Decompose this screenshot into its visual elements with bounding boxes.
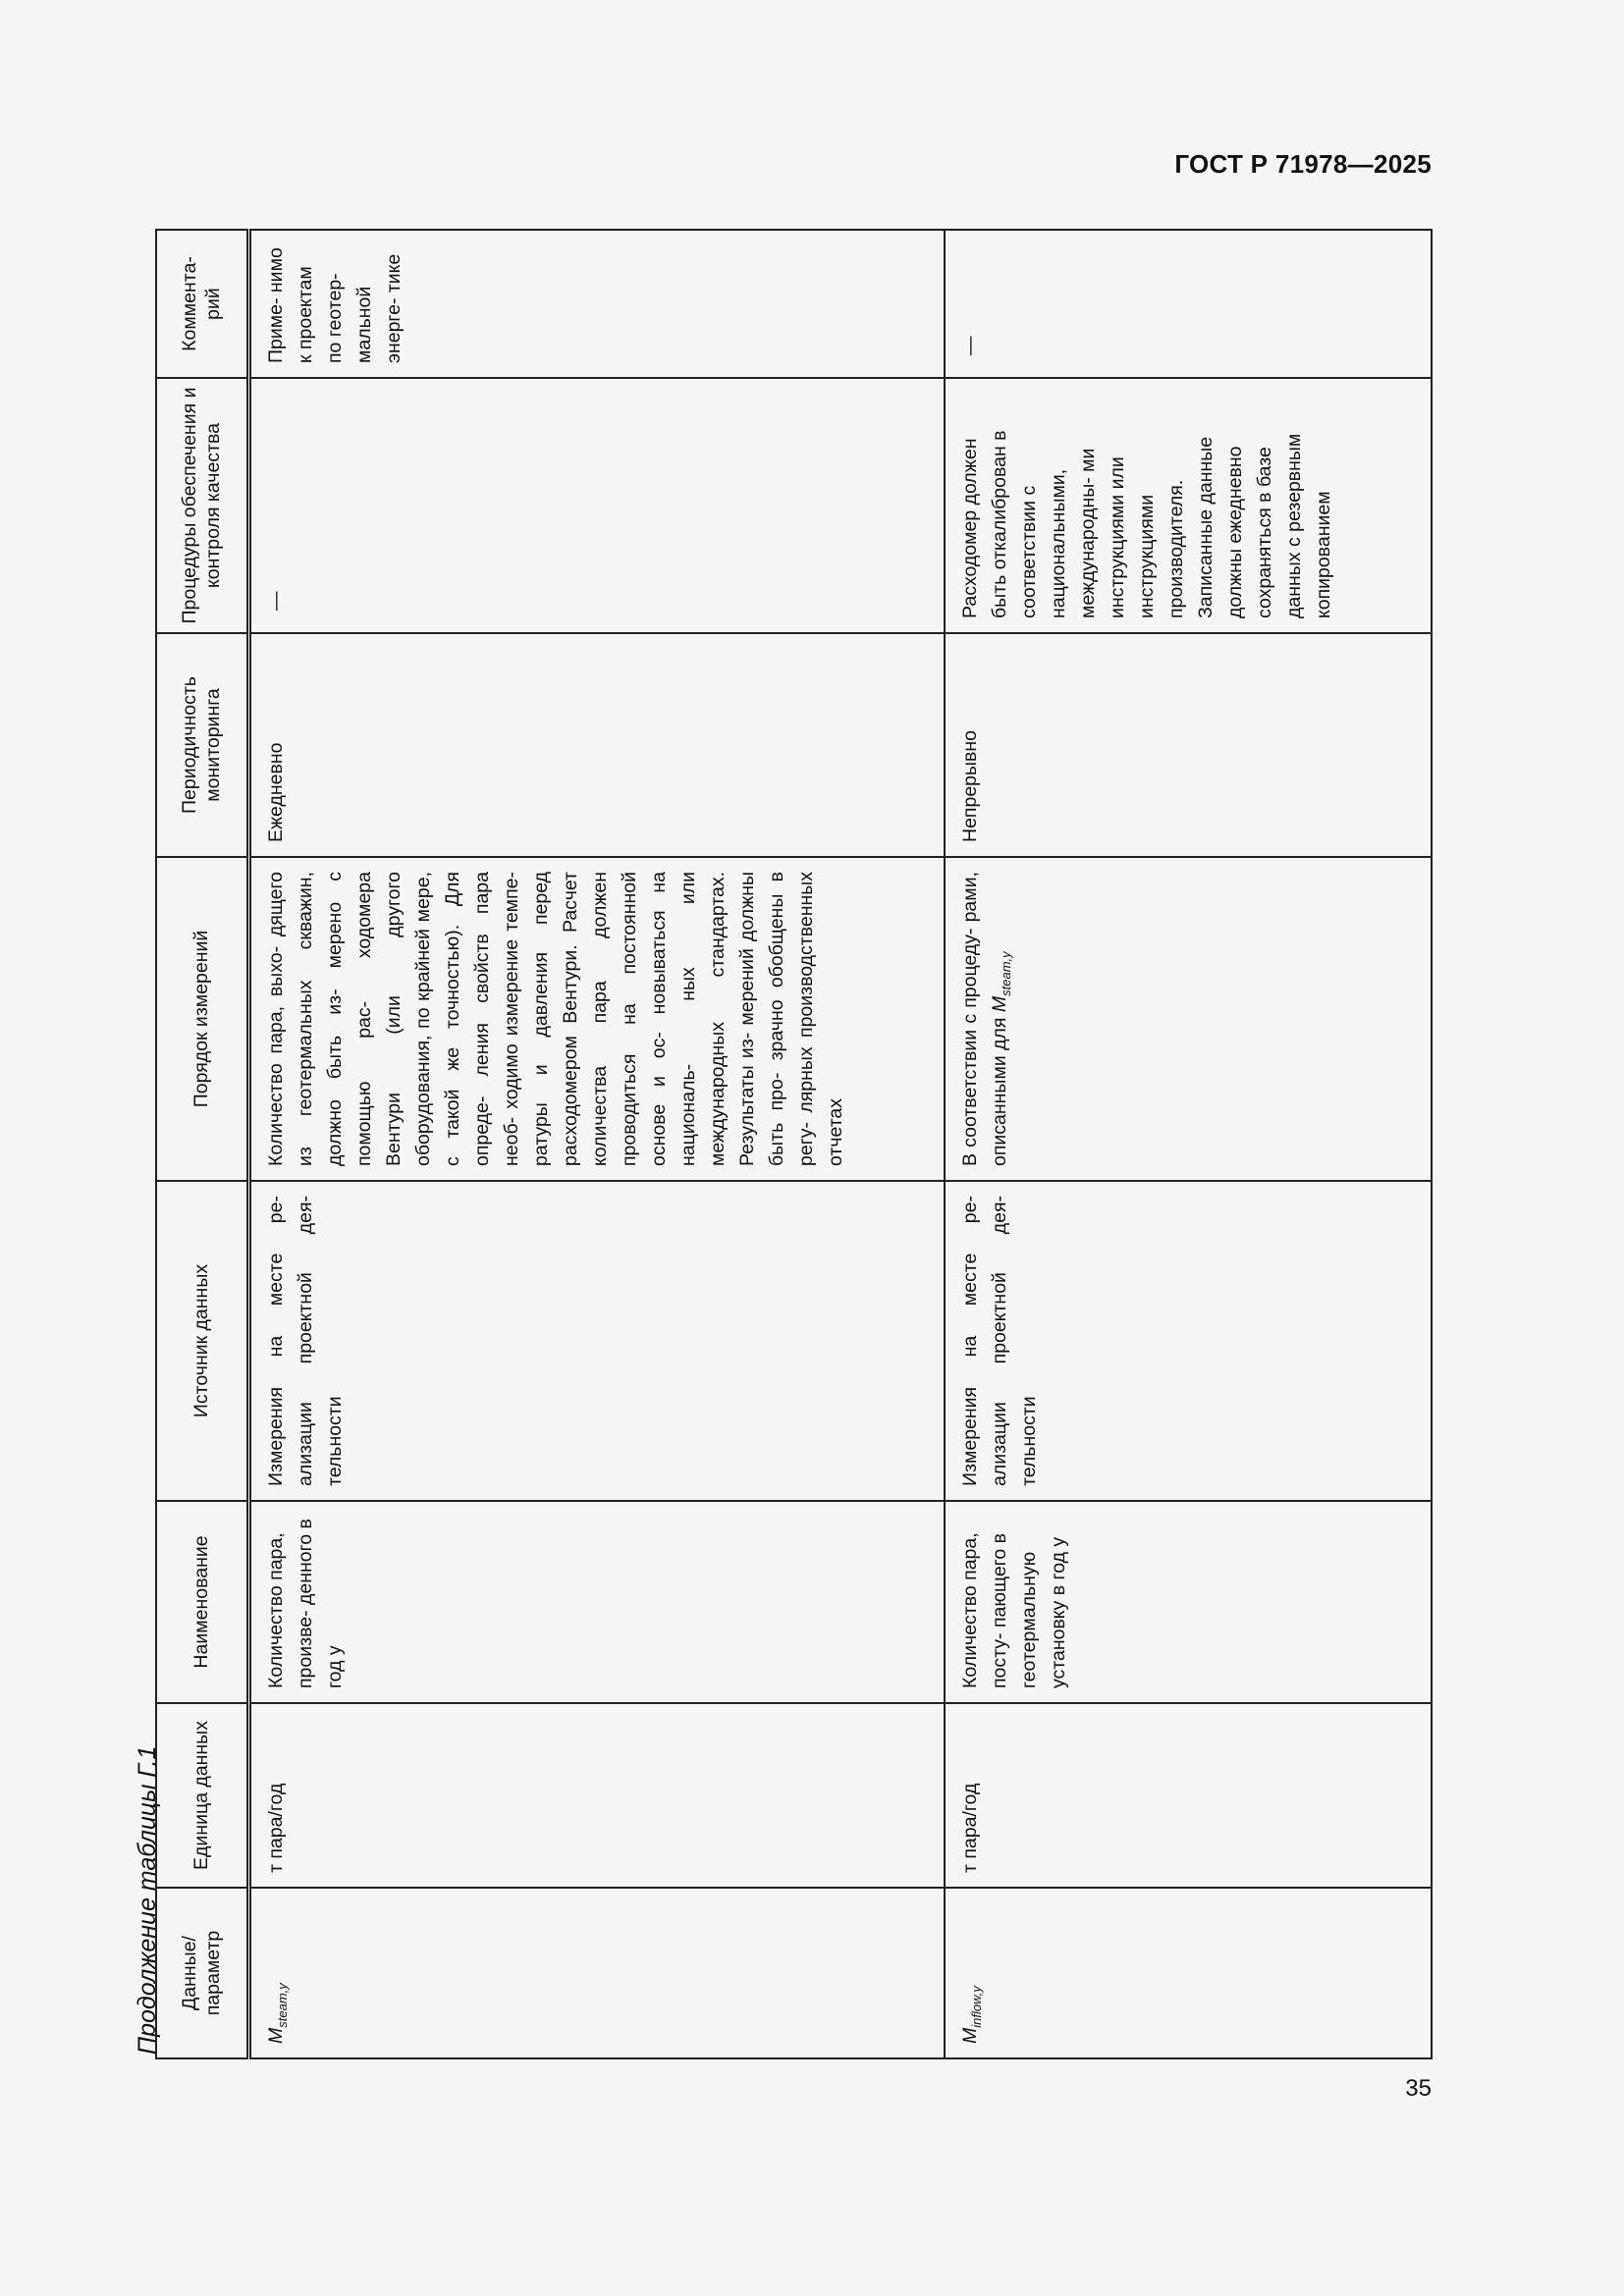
column-header-procedure: Порядок измерений (156, 857, 248, 1181)
cell-source: Измерения на месте ре- ализации проектной дея- тельности (945, 1181, 1432, 1501)
cell-parameter (248, 1888, 945, 2058)
cell-qa: — (248, 378, 945, 633)
cell-procedure (945, 857, 1432, 1181)
table-header-row (156, 230, 248, 2058)
page-number: 35 (1405, 2075, 1432, 2102)
column-header-source: Источник данных (156, 1181, 248, 1501)
document-code: ГОСТ Р 71978—2025 (1174, 149, 1432, 179)
column-header-parameter: Данные/ параметр (156, 1888, 248, 2058)
cell-name: Количество пара, посту- пающего в геотермальную установку в год y (945, 1501, 1432, 1703)
column-header-name: Наименование (156, 1501, 248, 1703)
cell-frequency: Непрерывно (945, 633, 1432, 857)
cell-source: Измерения на месте ре- ализации проектной дея- тельности (248, 1181, 945, 1501)
cell-comment: — (945, 230, 1432, 378)
table-row (945, 230, 1432, 2058)
procedure-variable-subscript: steam,y (998, 951, 1013, 996)
procedure-text: В соответствии с процеду- рами, описанными для (958, 872, 1010, 1166)
monitoring-parameters-table (155, 229, 1433, 2059)
cell-frequency: Ежедневно (248, 633, 945, 857)
column-header-frequency: Периодичность мониторинга (156, 633, 248, 857)
table-row (248, 230, 945, 2058)
procedure-variable: M (988, 995, 1010, 1013)
column-header-qa: Процедуры обеспечения и контроля качества (156, 378, 248, 633)
cell-unit: т пара/год (945, 1703, 1432, 1888)
cell-name: Количество пара, произве- денного в год y (248, 1501, 945, 1703)
cell-comment: Приме- нимо к проектам по геотер- мальной энерге- тике (248, 230, 945, 378)
cell-unit: т пара/год (248, 1703, 945, 1888)
cell-qa: Расходомер должен быть откалиброван в соответствии с национальными, международны- ми инструкциями или инструкциями производителя. Записанные данные должны ежедневно сохраняться в базе данных с резервным копированием (945, 378, 1432, 633)
parameter-subscript: steam,y (274, 1983, 290, 2028)
parameter-subscript: inflow,y (968, 1986, 984, 2028)
cell-procedure: Количество пара, выхо- дящего из геотермальных скважин, должно быть из- мерено с помощью рас- ходомера Вентури (или другого оборудования, по крайней мере, с такой же точностью). Для опреде- ления свойств пара необ- ходимо измерение темпе- ратуры и давления перед расходомером Вентури. Расчет количества пара должен проводиться на постоянной основе и ос- новываться на националь- ных или международных стандартах. Результаты из- мерений должны быть про- зрачно обобщены в регу- лярных производственных отчетах (248, 857, 945, 1181)
column-header-comment: Коммента- рий (156, 230, 248, 378)
parameter-symbol: M (958, 2027, 981, 2044)
cell-parameter (945, 1888, 1432, 2058)
rotated-table-wrapper (155, 231, 1433, 2059)
column-header-unit: Единица данных (156, 1703, 248, 1888)
parameter-symbol: M (264, 2027, 287, 2044)
table-caption: Продолжение таблицы Г.1 (134, 1745, 161, 2055)
